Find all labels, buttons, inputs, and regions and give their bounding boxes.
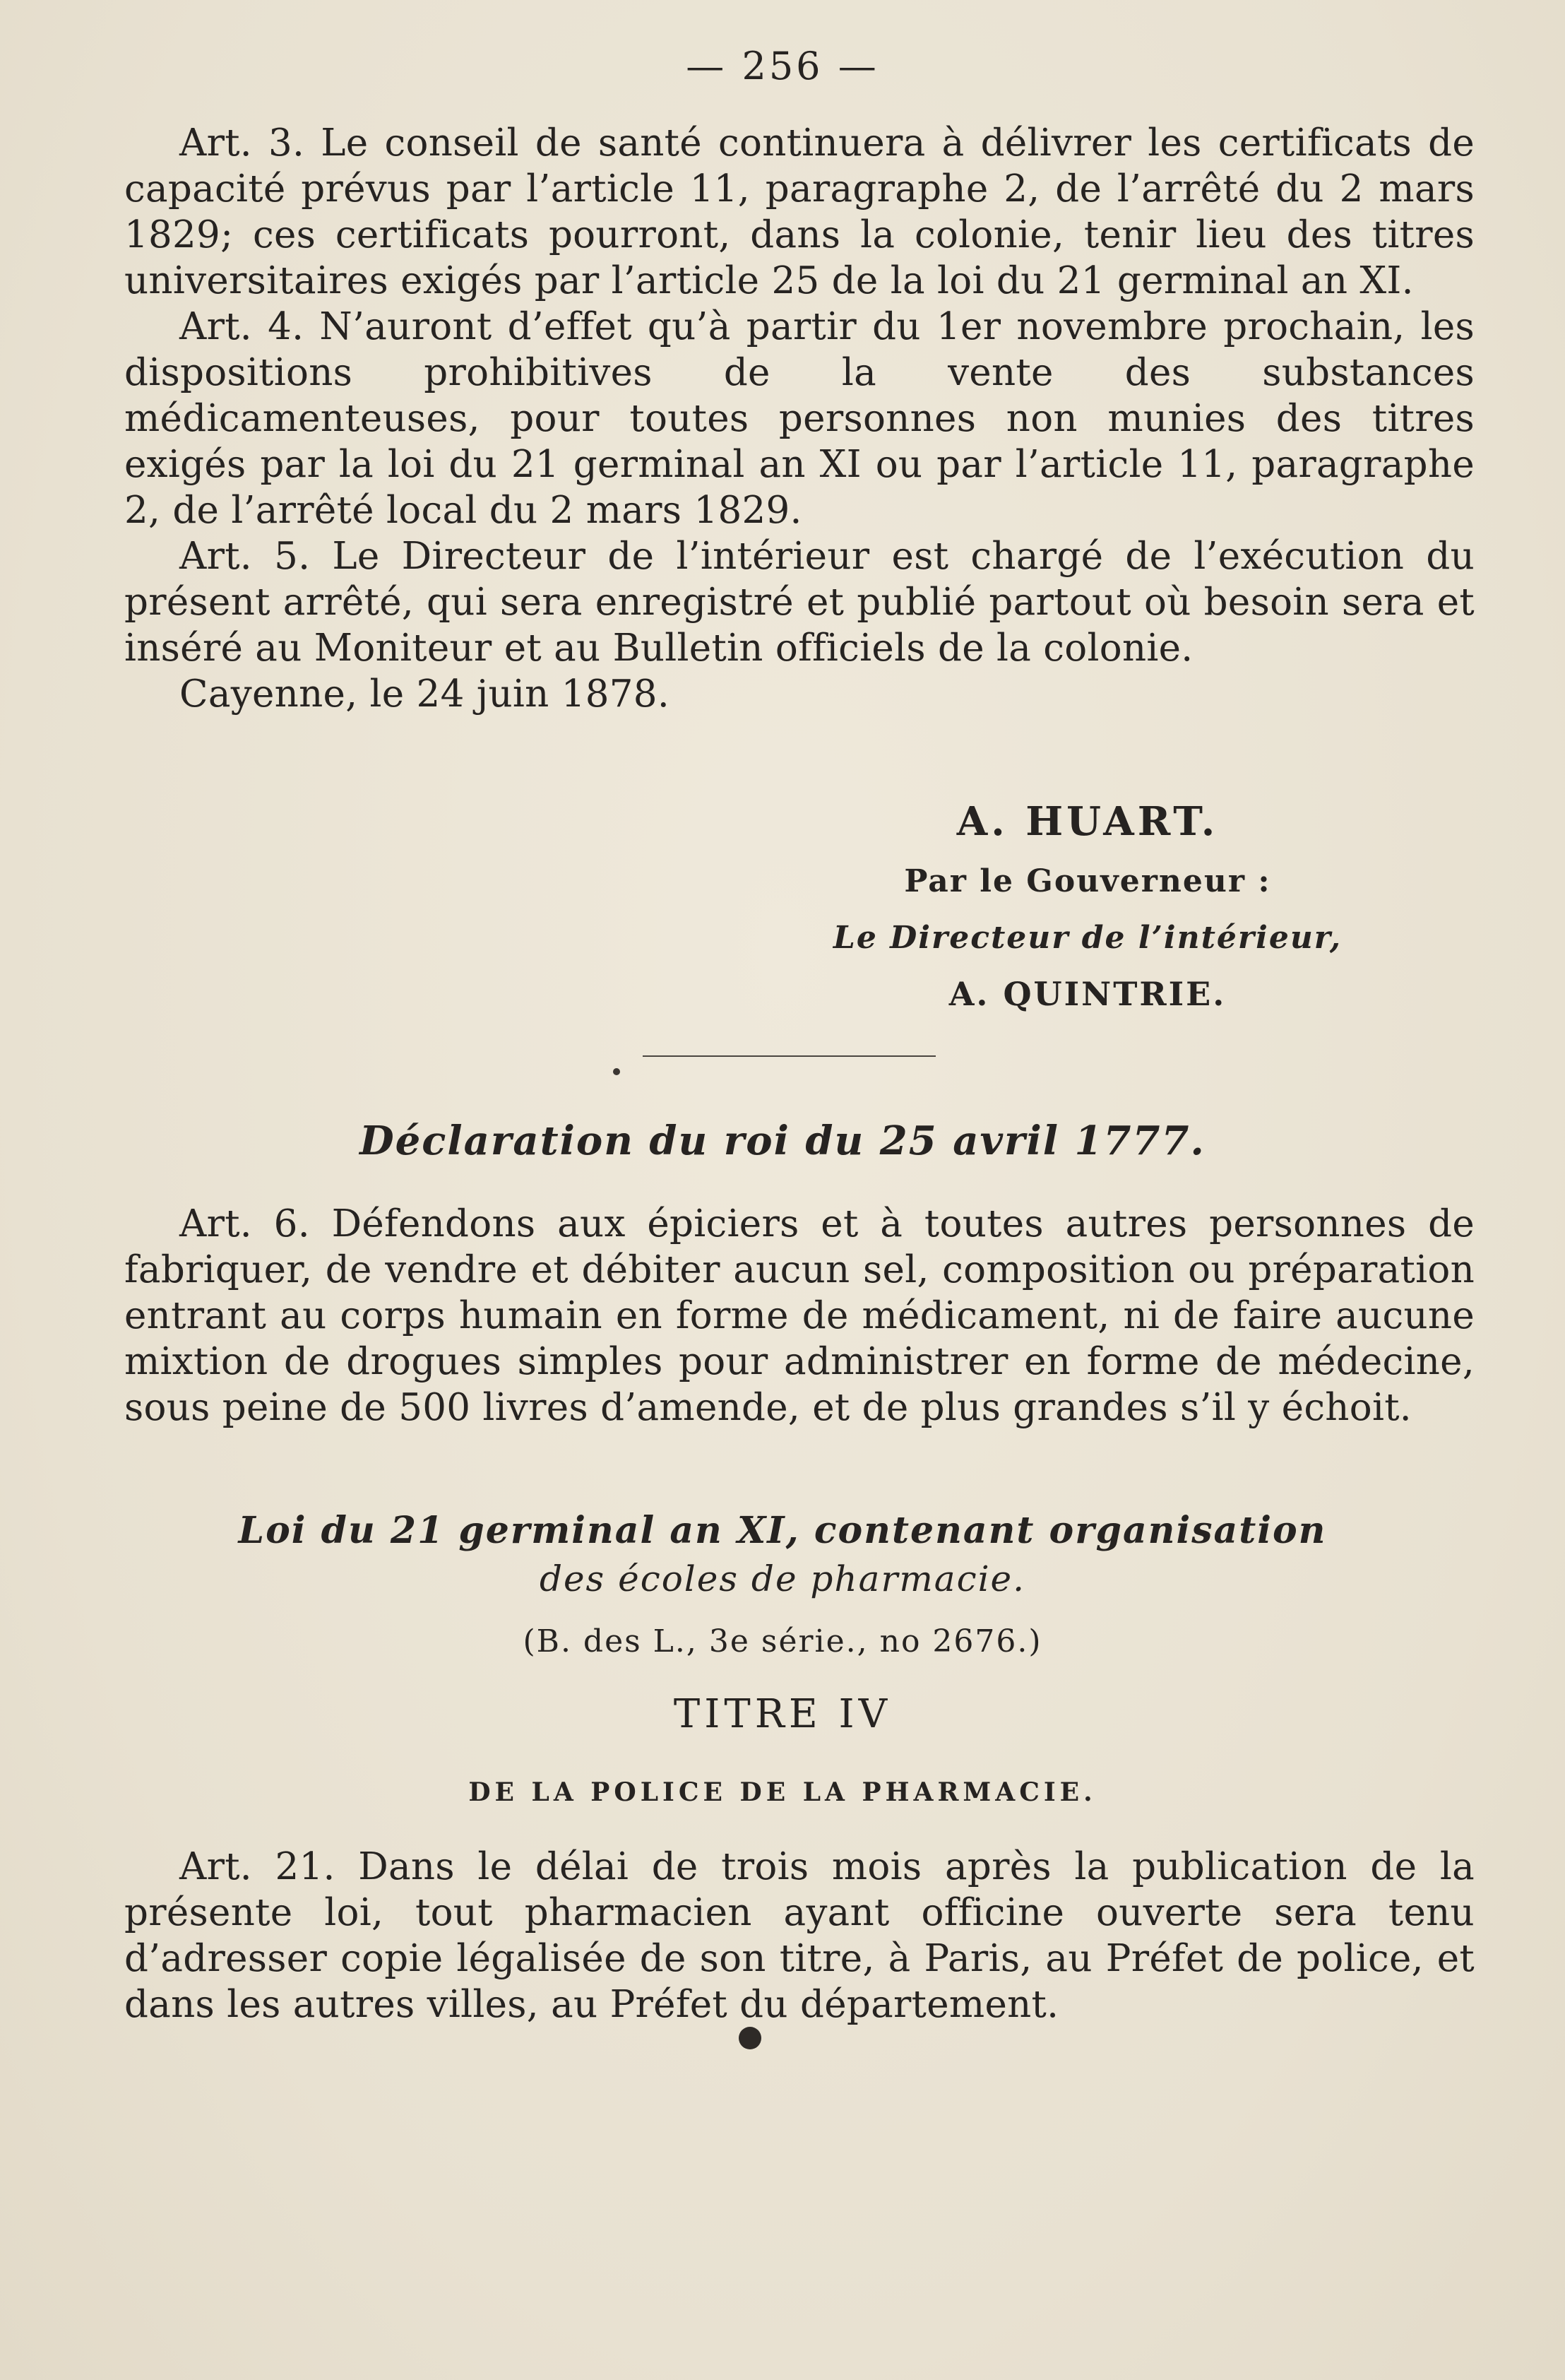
loi-section	[124, 1844, 1475, 2027]
signature-name: A. HUART.	[956, 798, 1219, 845]
signature-role: Le Directeur de l’intérieur,	[833, 920, 1343, 956]
countersignature-name: A. QUINTRIE.	[948, 975, 1227, 1013]
article-21-paragraph: Art. 21. Dans le délai de trois mois après la publication de la présente loi, tout pharmacien ayant officine ouverte sera tenu d’adresser copie légalisée de son titre, à Paris, au Préfet de police, et dans les autres villes, au Préfet du département.	[124, 1845, 1475, 2026]
articles-section	[124, 120, 1475, 717]
ink-speck	[613, 1068, 620, 1075]
section-divider	[643, 1055, 936, 1057]
titre-subtitle: DE LA POLICE DE LA PHARMACIE.	[468, 1777, 1097, 1807]
loi-heading-line-2: des écoles de pharmacie.	[539, 1558, 1026, 1599]
article-5-paragraph: Art. 5. Le Directeur de l’intérieur est chargé de l’exécution du présent arrêté, qui sera enregistré et publié partout où besoin sera et inséré au Moniteur et au Bulletin officiels de la colonie.	[124, 535, 1475, 670]
titre-heading: TITRE IV	[673, 1691, 892, 1737]
article-3-paragraph: Art. 3. Le conseil de santé continuera à délivrer les certificats de capacité prévus par l’article 11, paragraphe 2, de l’arrêté du 2 mars 1829; ces certificats pourront, dans la colonie, tenir lieu des titres universitaires exigés par l’article 25 de la loi du 21 germinal an XI.	[124, 122, 1475, 302]
bulletin-reference: (B. des L., 3e série., no 2676.)	[523, 1623, 1042, 1659]
signature-by-line: Par le Gouverneur :	[904, 863, 1271, 899]
declaration-heading: Déclaration du roi du 25 avril 1777.	[359, 1118, 1206, 1164]
page-number: — 256 —	[686, 44, 879, 88]
loi-heading-line-1: Loi du 21 germinal an XI, contenant organisation	[238, 1509, 1327, 1552]
declaration-section	[124, 1201, 1475, 1431]
place-date-line: Cayenne, le 24 juin 1878.	[179, 673, 670, 716]
ink-blot	[739, 2027, 761, 2049]
article-4-paragraph: Art. 4. N’auront d’effet qu’à partir du 1er novembre prochain, les dispositions prohibitives de la vente des substances médicamenteuses, pour toutes personnes non munies des titres exigés par la loi du 21 germinal an XI ou par l’article 11, paragraphe 2, de l’arrêté local du 2 mars 1829.	[124, 305, 1475, 532]
article-6-paragraph: Art. 6. Défendons aux épiciers et à toutes autres personnes de fabriquer, de vendre et débiter aucun sel, composition ou préparation entrant au corps humain en forme de médicament, ni de faire aucune mixtion de drogues simples pour administrer en forme de médecine, sous peine de 500 livres d’amende, et de plus grandes s’il y échoit.	[124, 1202, 1475, 1429]
